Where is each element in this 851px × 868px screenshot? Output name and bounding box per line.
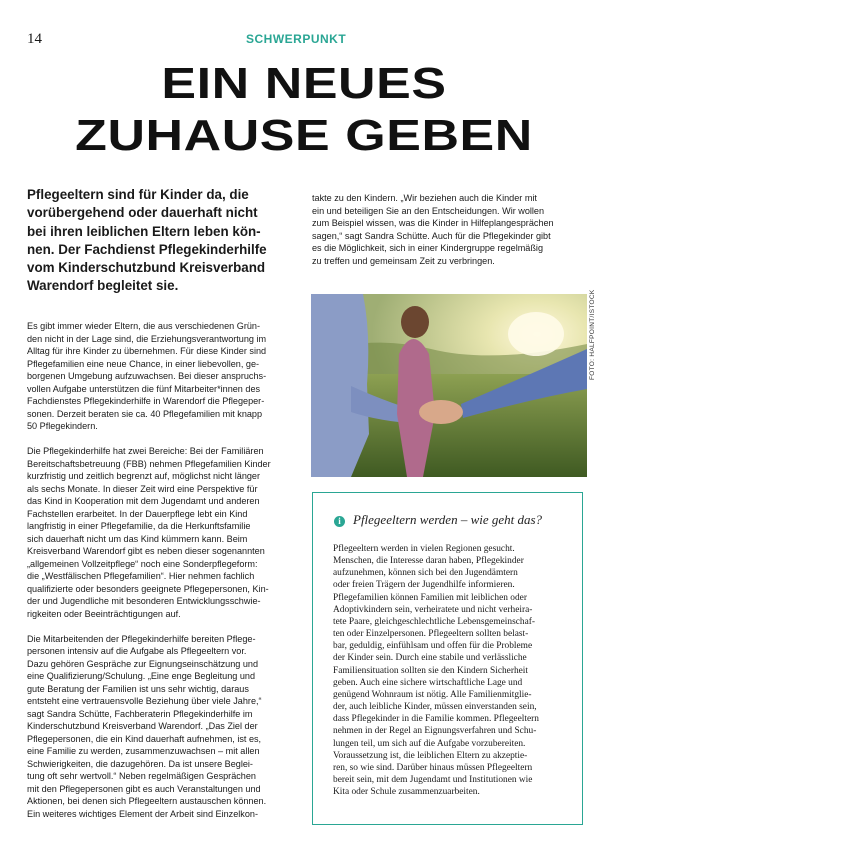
body-line: es die Möglichkeit, sich in einer Kindergruppe regelmäßig [312, 243, 543, 253]
body-paragraph-2 [27, 445, 299, 620]
photo-family-holding-hands [311, 294, 587, 477]
body-line: Bereitschaftsbetreuung (FBB) nehmen Pflegefamilien Kinder [27, 458, 271, 469]
info-box-paragraph [333, 543, 569, 798]
body-line: sagen,“ sagt Sandra Schütte. Auch für die Pflegekinder gibt [312, 230, 551, 241]
body-line: tung oft sehr wertvoll.“ Neben regelmäßigen Gesprächen [27, 771, 256, 781]
body-paragraph-1 [27, 320, 299, 433]
body-line: den nicht in der Lage sind, die Erziehungsverantwortung im [27, 333, 267, 344]
photo-credit: FOTO: HALFPOINT/ISTOCK [589, 289, 596, 380]
body-line: vollen Aufgabe unterstützen die fünf Mitarbeiter*innen des [27, 383, 261, 394]
body-line: Schwierigkeiten, die dazugehören. Da ist unsere Beglei- [27, 758, 253, 769]
body-line: sagt Sandra Schütte, Fachberaterin Pflegekinderhilfe im [27, 708, 253, 719]
info-line: genügend Wohnraum ist nötig. Alle Familienmitglie- [333, 689, 532, 700]
body-line: „allgemeinen Vollzeitpflege“ noch eine Sonderpflegeform: [27, 558, 258, 569]
info-line: Voraussetzung ist, die leiblichen Eltern zu akzeptie- [333, 750, 528, 761]
photo-hands [419, 400, 463, 424]
body-paragraph-3 [27, 633, 299, 821]
headline-line-2: ZUHAUSE GEBEN [75, 111, 533, 160]
lead-line: vom Kinderschutzbund Kreisverband [27, 260, 266, 276]
info-line: tete Paare, gleichgeschlechtliche Lebensgemeinschaf- [333, 616, 535, 627]
body-line: personen intensiv auf die Aufgabe als Pflegeeltern vor. [27, 646, 247, 656]
info-box-title: Pflegeeltern werden – wie geht das? [353, 512, 543, 527]
body-line: borgenen Umgebung aufzuwachsen. Bei dieser anspruchs- [27, 371, 267, 381]
body-line: ein und beteiligen Sie an den Entscheidungen. Wir wollen [312, 205, 545, 216]
body-line: Alltag für ihre Kinder zu übernehmen. Für diese Kinder sind [27, 346, 267, 356]
info-line: Adoptivkindern sein, verheiratete und nicht verheira- [333, 604, 533, 615]
body-line: Kreisverband Warendorf gibt es neben dieser sogenannten [27, 546, 265, 556]
body-line: Die Pflegekinderhilfe hat zwei Bereiche: Bei der Familiären [27, 446, 264, 456]
page-number: 14 [27, 31, 42, 47]
lead-line: vorübergehend oder dauerhaft nicht [27, 205, 258, 221]
body-line: langfristig in einer Pflegefamilie, da die Herkunftsfamilie [27, 521, 251, 531]
info-line: dass Pflegekinder in die Familie kommen. Pflegeeltern [333, 714, 539, 725]
headline-line-1: EIN NEUES [161, 59, 447, 108]
body-paragraph-continued [312, 192, 584, 267]
body-line: Pflegefamilien eine neue Chance, in einer liebevollen, ge- [27, 358, 260, 369]
body-line: Aktionen, bei denen sich Pflegeeltern austauschen können. [27, 796, 267, 806]
body-line: Fachdienstes Pflegekinderhilfe in Warendorf die Pflegeper- [27, 396, 265, 406]
body-line: zum Beispiel wissen, was die Kinder in Hilfeplangesprächen [312, 218, 554, 228]
lead-paragraph [27, 186, 299, 296]
body-line: Ein weiteres wichtiges Element der Arbeit sind Einzelkon- [27, 808, 258, 819]
info-line: Pflegeeltern werden in vielen Regionen gesucht. [333, 544, 515, 554]
body-line: kurzfristig und zeitlich begrenzt auf, möglichst nicht länger [27, 471, 261, 481]
info-line: Pflegefamilien können Familien mit leiblichen oder [333, 592, 527, 603]
body-line: sonen. Derzeit beraten sie ca. 40 Pflegefamilien mit knapp [27, 408, 263, 419]
info-line: bereit sein, mit dem Jugendamt und Institutionen wie [333, 774, 533, 785]
body-line: gute Beratung der Familien ist uns sehr wichtig, daraus [27, 683, 249, 694]
body-line: als sechs Monate. In dieser Zeit wird eine Perspektive für [27, 483, 258, 494]
body-text-left-column [27, 320, 299, 833]
body-line: Die Mitarbeitenden der Pflegekinderhilfe bereiten Pflege- [27, 633, 256, 644]
body-line: mit den Pflegepersonen gibt es auch Veranstaltungen und [27, 783, 261, 794]
body-line: 50 Pflegekindern. [27, 421, 98, 431]
info-icon: i [334, 516, 345, 527]
body-line: rigkeiten oder Beeinträchtigungen auf. [27, 608, 181, 619]
body-line: takte zu den Kindern. „Wir beziehen auch die Kinder mit [312, 193, 537, 203]
body-line: zu treffen und gemeinsam Zeit zu verbringen. [312, 255, 495, 266]
info-line: lungen teil, um sich auf die Aufgabe vorzubereiten. [333, 738, 526, 749]
body-line: der und Jugendliche mit besonderen Entwicklungsschwie- [27, 596, 261, 606]
info-line: aufzunehmen, können sich bei den Jugendämtern [333, 568, 518, 579]
photo-child-hair [401, 306, 429, 338]
info-line: Familiensituation sollten sie den Kindern Sicherheit [333, 665, 529, 676]
headline [0, 58, 608, 162]
info-line: nehmen in der Regel an Eignungsverfahren und Schu- [333, 726, 537, 737]
info-line: Menschen, die Interesse daran haben, Pflegekinder [333, 556, 524, 567]
photo-illustration [311, 294, 587, 477]
body-line: Es gibt immer wieder Eltern, die aus verschiedenen Grün- [27, 321, 261, 331]
info-line: oder freien Trägern der Jugendhilfe informieren. [333, 580, 515, 591]
photo-sun [508, 312, 564, 356]
info-box [312, 492, 583, 825]
info-line: ten oder Einzelpersonen. Pflegeeltern sollten belast- [333, 629, 529, 640]
body-line: die „Westfälischen Pflegefamilien“. Hier nehmen fachlich [27, 571, 255, 581]
body-line: Dazu gehören Gespräche zur Eignungseinschätzung und [27, 658, 259, 669]
body-line: Fachstellen erarbeitet. In der Dauerpflege lebt ein Kind [27, 508, 248, 519]
body-line: qualifizierte oder besonders geeignete Pflegepersonen, Kin- [27, 583, 269, 594]
lead-line: Warendorf begleitet sie. [27, 278, 179, 294]
body-line: Kinderschutzbund Kreisverband Warendorf. „Das Ziel der [27, 721, 258, 731]
info-box-body [333, 543, 569, 798]
info-line: der Kinder sein. Durch eine stabile und verlässliche [333, 653, 527, 664]
section-label: SCHWERPUNKT [246, 32, 347, 46]
info-line: der, auch leibliche Kinder, müssen einverstanden sein, [333, 702, 537, 713]
body-line: eine Qualifizierung/Schulung. „Eine enge Begleitung und [27, 671, 256, 681]
body-line: das Kind in Kooperation mit dem Jugendamt und anderen [27, 496, 260, 506]
body-line: Pflegepersonen, die ein Kind dauerhaft aufnehmen, ist es, [27, 733, 262, 744]
lead-line: bei ihren leiblichen Eltern leben kön- [27, 223, 261, 239]
info-line: Kita oder Schule zusammenzuarbeiten. [333, 787, 480, 798]
photo-adult-left [311, 294, 369, 477]
info-line: geben. Auch eine sichere wirtschaftliche Lage und [333, 677, 523, 688]
info-line: ren, so wie sind. Darüber hinaus müssen Pflegeeltern [333, 762, 533, 773]
body-line: eine Familie zu werden, zusammenzuwachsen – mit allen [27, 746, 260, 756]
lead-line: Pflegeeltern sind für Kinder da, die [27, 187, 249, 202]
body-line: entsteht eine vertrauensvolle Beziehung über viele Jahre,“ [27, 696, 262, 706]
body-line: sich dauerhaft nicht um das Kind kümmern kann. Beim [27, 533, 248, 544]
lead-line: nen. Der Fachdienst Pflegekinderhilfe [27, 241, 267, 257]
body-text-right-column [312, 192, 584, 267]
info-line: bar, geduldig, einfühlsam und offen für die Probleme [333, 641, 533, 652]
